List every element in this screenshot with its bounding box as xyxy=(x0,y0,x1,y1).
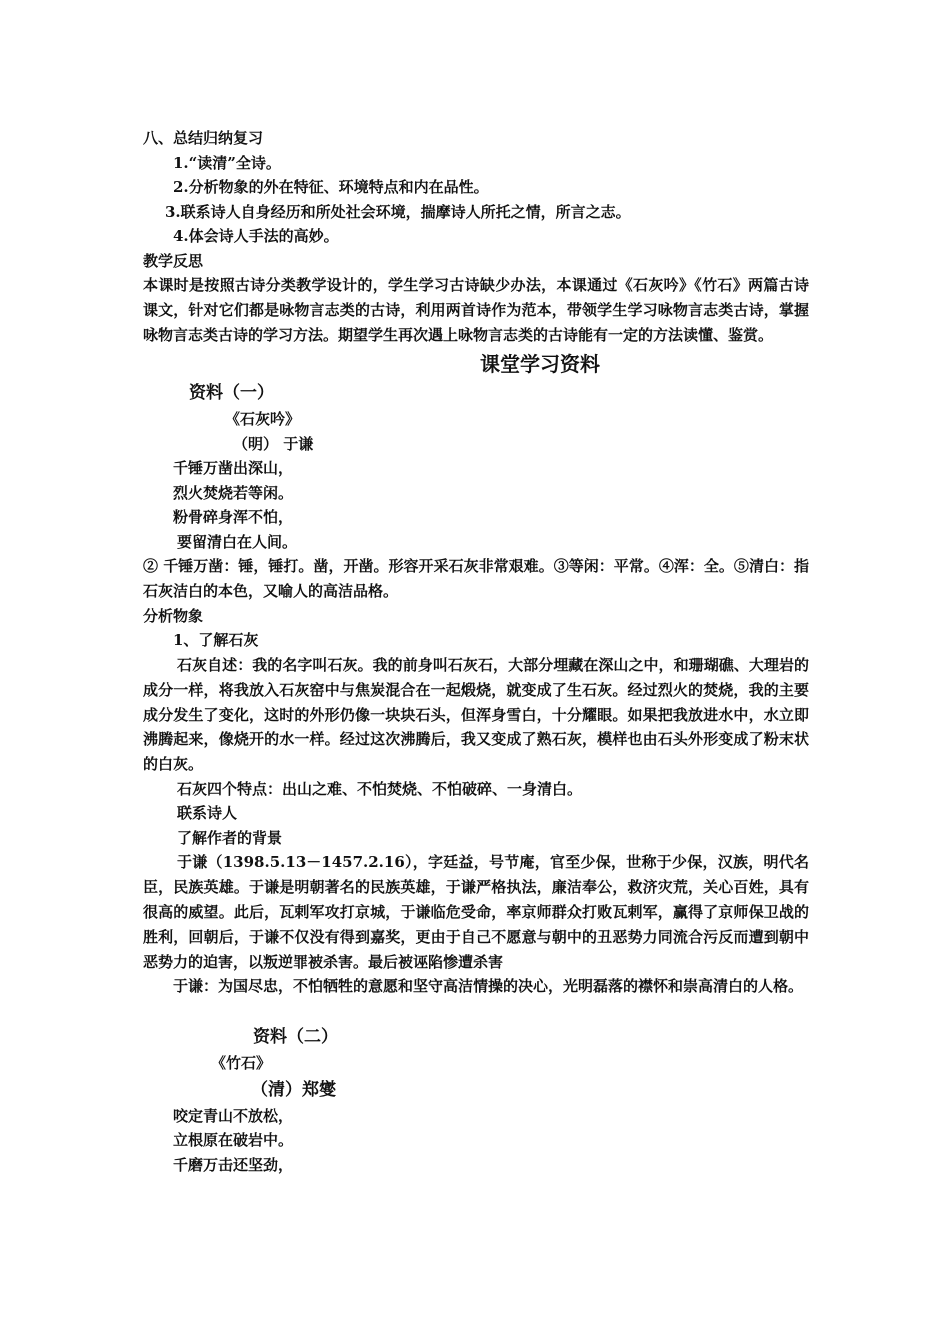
reflection-paragraph: 本课时是按照古诗分类教学设计的，学生学习古诗缺少办法，本课通过《石灰吟》《竹石》两篇古诗课文，针对它们都是咏物言志类的古诗，利用两首诗作为范本，带领学生学习咏物言志类古诗，掌握咏物言志类古诗的学习方法。期望学生再次遇上咏物言志类的古诗能有一定的方法读懂、鉴赏。 xyxy=(143,276,809,344)
background-heading: 了解作者的背景 xyxy=(177,828,283,847)
poem-author: （清）郑燮 xyxy=(251,1079,336,1100)
spacer xyxy=(143,999,809,1023)
poem-line: 千锤万凿出深山， xyxy=(173,459,294,478)
poem-author: （明） 于谦 xyxy=(233,434,314,453)
summary-item: 2.分析物象的外在特征、环境特点和内在品性。 xyxy=(173,178,489,196)
poem-title: 《石灰吟》 xyxy=(225,410,301,429)
features-line: 石灰四个特点：出山之难、不怕焚烧、不怕破碎、一身清白。 xyxy=(177,779,583,798)
summary-item: 4.体会诗人手法的高妙。 xyxy=(173,227,339,245)
poem-title: 《竹石》 xyxy=(211,1054,272,1073)
materials-title: 课堂学习资料 xyxy=(480,352,600,377)
summary-item: 1.“读清”全诗。 xyxy=(173,153,281,172)
poem-line: 烈火焚烧若等闲。 xyxy=(173,483,294,502)
connect-heading: 联系诗人 xyxy=(177,804,238,823)
bio-paragraph: 于谦（1398.5.13－1457.2.16），字廷益，号节庵，官至少保，世称于少保，汉族，明代名臣，民族英雄。于谦是明朝著名的民族英雄，于谦严格执法，廉洁奉公，救济灾荒，关心百姓，具有很高的威望。此后，瓦剌军攻打京城，于谦临危受命，率京师群众打败瓦剌军，赢得了京师保卫战的胜利，回朝后，于谦不仅没有得到嘉奖，更由于自己不愿意与朝中的丑恶势力同流合污反而遭到朝中恶势力的迫害，以叛逆罪被杀害。最后被诬陷惨遭杀害 xyxy=(143,853,809,971)
poem-notes: ② 千锤万凿：锤，锤打。凿，开凿。形容开采石灰非常艰难。③等闲：平常。④浑：全。⑤清白：指石灰洁白的本色，又喻人的高洁品格。 xyxy=(143,557,809,601)
poem-line: 立根原在破岩中。 xyxy=(173,1131,294,1150)
poem-line: 要留清白在人间。 xyxy=(177,532,298,551)
poem-line: 粉骨碎身浑不怕， xyxy=(173,508,294,527)
summary-item: 3.联系诗人自身经历和所处社会环境，揣摩诗人所托之情，所言之志。 xyxy=(165,202,631,221)
self-story-paragraph: 石灰自述：我的名字叫石灰。我的前身叫石灰石，大部分埋藏在深山之中，和珊瑚礁、大理岩的成分一样，将我放入石灰窑中与焦炭混合在一起煅烧，就变成了生石灰。经过烈火的焚烧，我的主要成分发生了变化，这时的外形仍像一块块石头，但浑身雪白，十分耀眼。如果把我放进水中，水立即沸腾起来，像烧开的水一样。经过这次沸腾后，我又变成了熟石灰，模样也由石头外形变成了粉末状的白灰。 xyxy=(143,655,809,774)
document-page xyxy=(143,126,809,1177)
poem-line: 咬定青山不放松， xyxy=(173,1106,294,1125)
material1-heading: 资料（一） xyxy=(189,383,274,404)
poem-line: 千磨万击还坚劲， xyxy=(173,1155,294,1174)
summary-paragraph: 于谦：为国尽忠，不怕牺牲的意愿和坚守高洁情操的决心，光明磊落的襟怀和崇高清白的人格。 xyxy=(173,977,804,996)
analysis-heading: 分析物象 xyxy=(143,606,204,625)
understand-heading: 1、了解石灰 xyxy=(173,631,259,650)
section-heading-summary: 八、总结归纳复习 xyxy=(143,129,264,147)
material2-heading: 资料（二） xyxy=(253,1027,338,1048)
section-heading-reflection: 教学反思 xyxy=(143,251,204,270)
